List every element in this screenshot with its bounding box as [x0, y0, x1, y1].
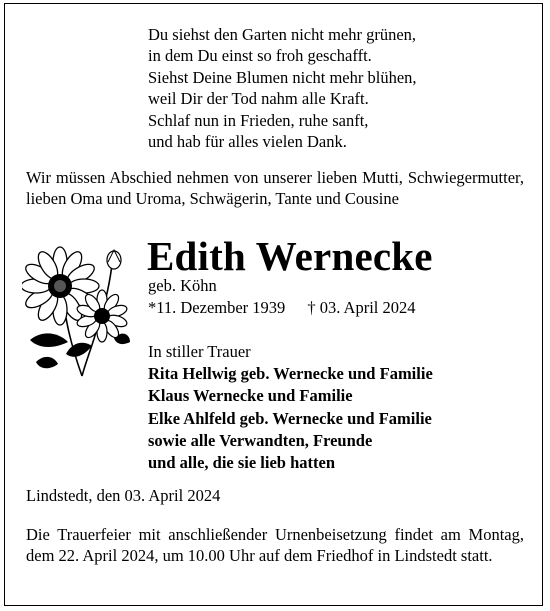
mourner-line: Rita Hellwig geb. Wernecke und Familie: [148, 364, 433, 384]
death-date: † 03. April 2024: [307, 298, 416, 317]
poem: [148, 24, 417, 152]
poem-line: Du siehst den Garten nicht mehr grünen,: [148, 25, 417, 44]
intro-text: Wir müssen Abschied nehmen von unserer lieben Mutti, Schwiegermutter, lieben Oma und Uroma, Schwägerin, Tante und Cousine: [26, 168, 524, 209]
mourner-line: Klaus Wernecke und Familie: [148, 386, 353, 406]
poem-line: Schlaf nun in Frieden, ruhe sanft,: [148, 110, 369, 130]
poem-line: in dem Du einst so froh geschafft.: [148, 46, 372, 66]
poem-line: weil Dir der Tod nahm alle Kraft.: [148, 89, 369, 109]
sunflower-icon: [22, 242, 132, 378]
birth-date: *11. Dezember 1939: [148, 298, 286, 317]
mourner-line: und alle, die sie lieb hatten: [148, 453, 336, 473]
birth-name: geb. Köhn: [148, 276, 217, 295]
service-info: Die Trauerfeier mit anschließender Urnenbeisetzung findet am Montag, dem 22. April 2024, um 10.00 Uhr auf dem Friedhof in Lindstedt statt.: [26, 525, 524, 566]
life-dates: [148, 298, 415, 318]
poem-line: Siehst Deine Blumen nicht mehr blühen,: [148, 67, 417, 87]
poem-line: und hab für alles vielen Dank.: [148, 132, 347, 152]
deceased-name: Edith Wernecke: [147, 233, 433, 279]
mourner-line: sowie alle Verwandten, Freunde: [148, 430, 373, 450]
mourner-line: Elke Ahlfeld geb. Wernecke und Familie: [148, 408, 432, 428]
place-date: Lindstedt, den 03. April 2024: [26, 486, 221, 505]
mourners: [148, 341, 433, 474]
mourners-heading: In stiller Trauer: [148, 342, 251, 361]
